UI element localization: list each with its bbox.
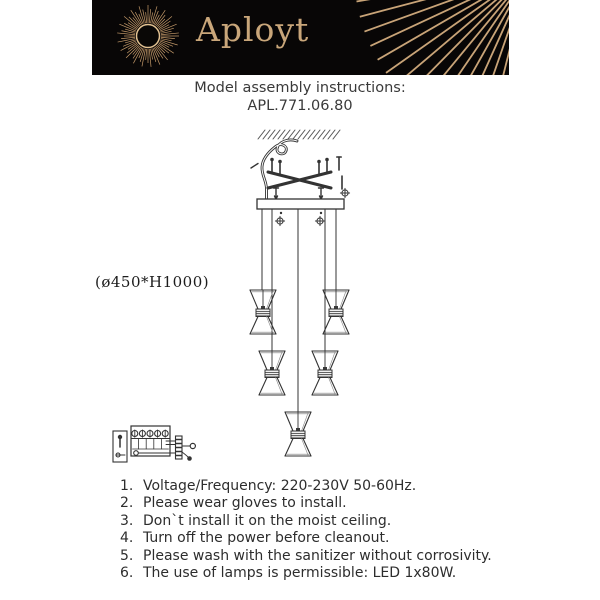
item-text: Please wear gloves to install. (143, 495, 347, 512)
canopy-screws (275, 212, 324, 226)
terminal-block-detail (113, 426, 195, 462)
dimension-label: (ø450*H1000) (95, 273, 210, 291)
item-text: Turn off the power before cleanout. (143, 530, 390, 547)
list-item (120, 530, 520, 547)
suspension-wires (262, 209, 336, 412)
lamp-shade (259, 351, 285, 395)
list-item (120, 513, 520, 530)
list-item (120, 565, 520, 582)
item-text: The use of lamps is permissible: LED 1x80W. (143, 565, 457, 582)
list-item (120, 495, 520, 512)
power-cord (251, 140, 297, 199)
item-number: 6. (120, 565, 134, 582)
item-text: Please wash with the sanitizer without corrosivity. (143, 547, 492, 564)
lamp-shade (285, 412, 311, 456)
lamp-shade (323, 290, 349, 334)
cross-bracket (268, 157, 350, 199)
title-line: Model assembly instructions: (194, 80, 406, 96)
item-number: 4. (120, 530, 134, 547)
item-text: Don`t install it on the moist ceiling. (143, 512, 392, 529)
loose-screws (337, 157, 350, 198)
brand-wordmark: Aployt (196, 10, 310, 49)
model-number: APL.771.06.80 (247, 98, 353, 114)
item-number: 5. (120, 547, 134, 564)
mounting-screws (274, 188, 324, 199)
canopy-plate (257, 199, 344, 209)
item-number: 3. (120, 512, 134, 529)
list-item (120, 478, 520, 495)
instruction-list (120, 478, 520, 582)
item-text: Voltage/Frequency: 220-230V 50-60Hz. (143, 478, 417, 494)
item-number: 1. (120, 478, 134, 494)
list-item (120, 548, 520, 565)
lamp-shade (312, 351, 338, 395)
ceiling-hatch (258, 130, 340, 139)
item-number: 2. (120, 495, 134, 512)
